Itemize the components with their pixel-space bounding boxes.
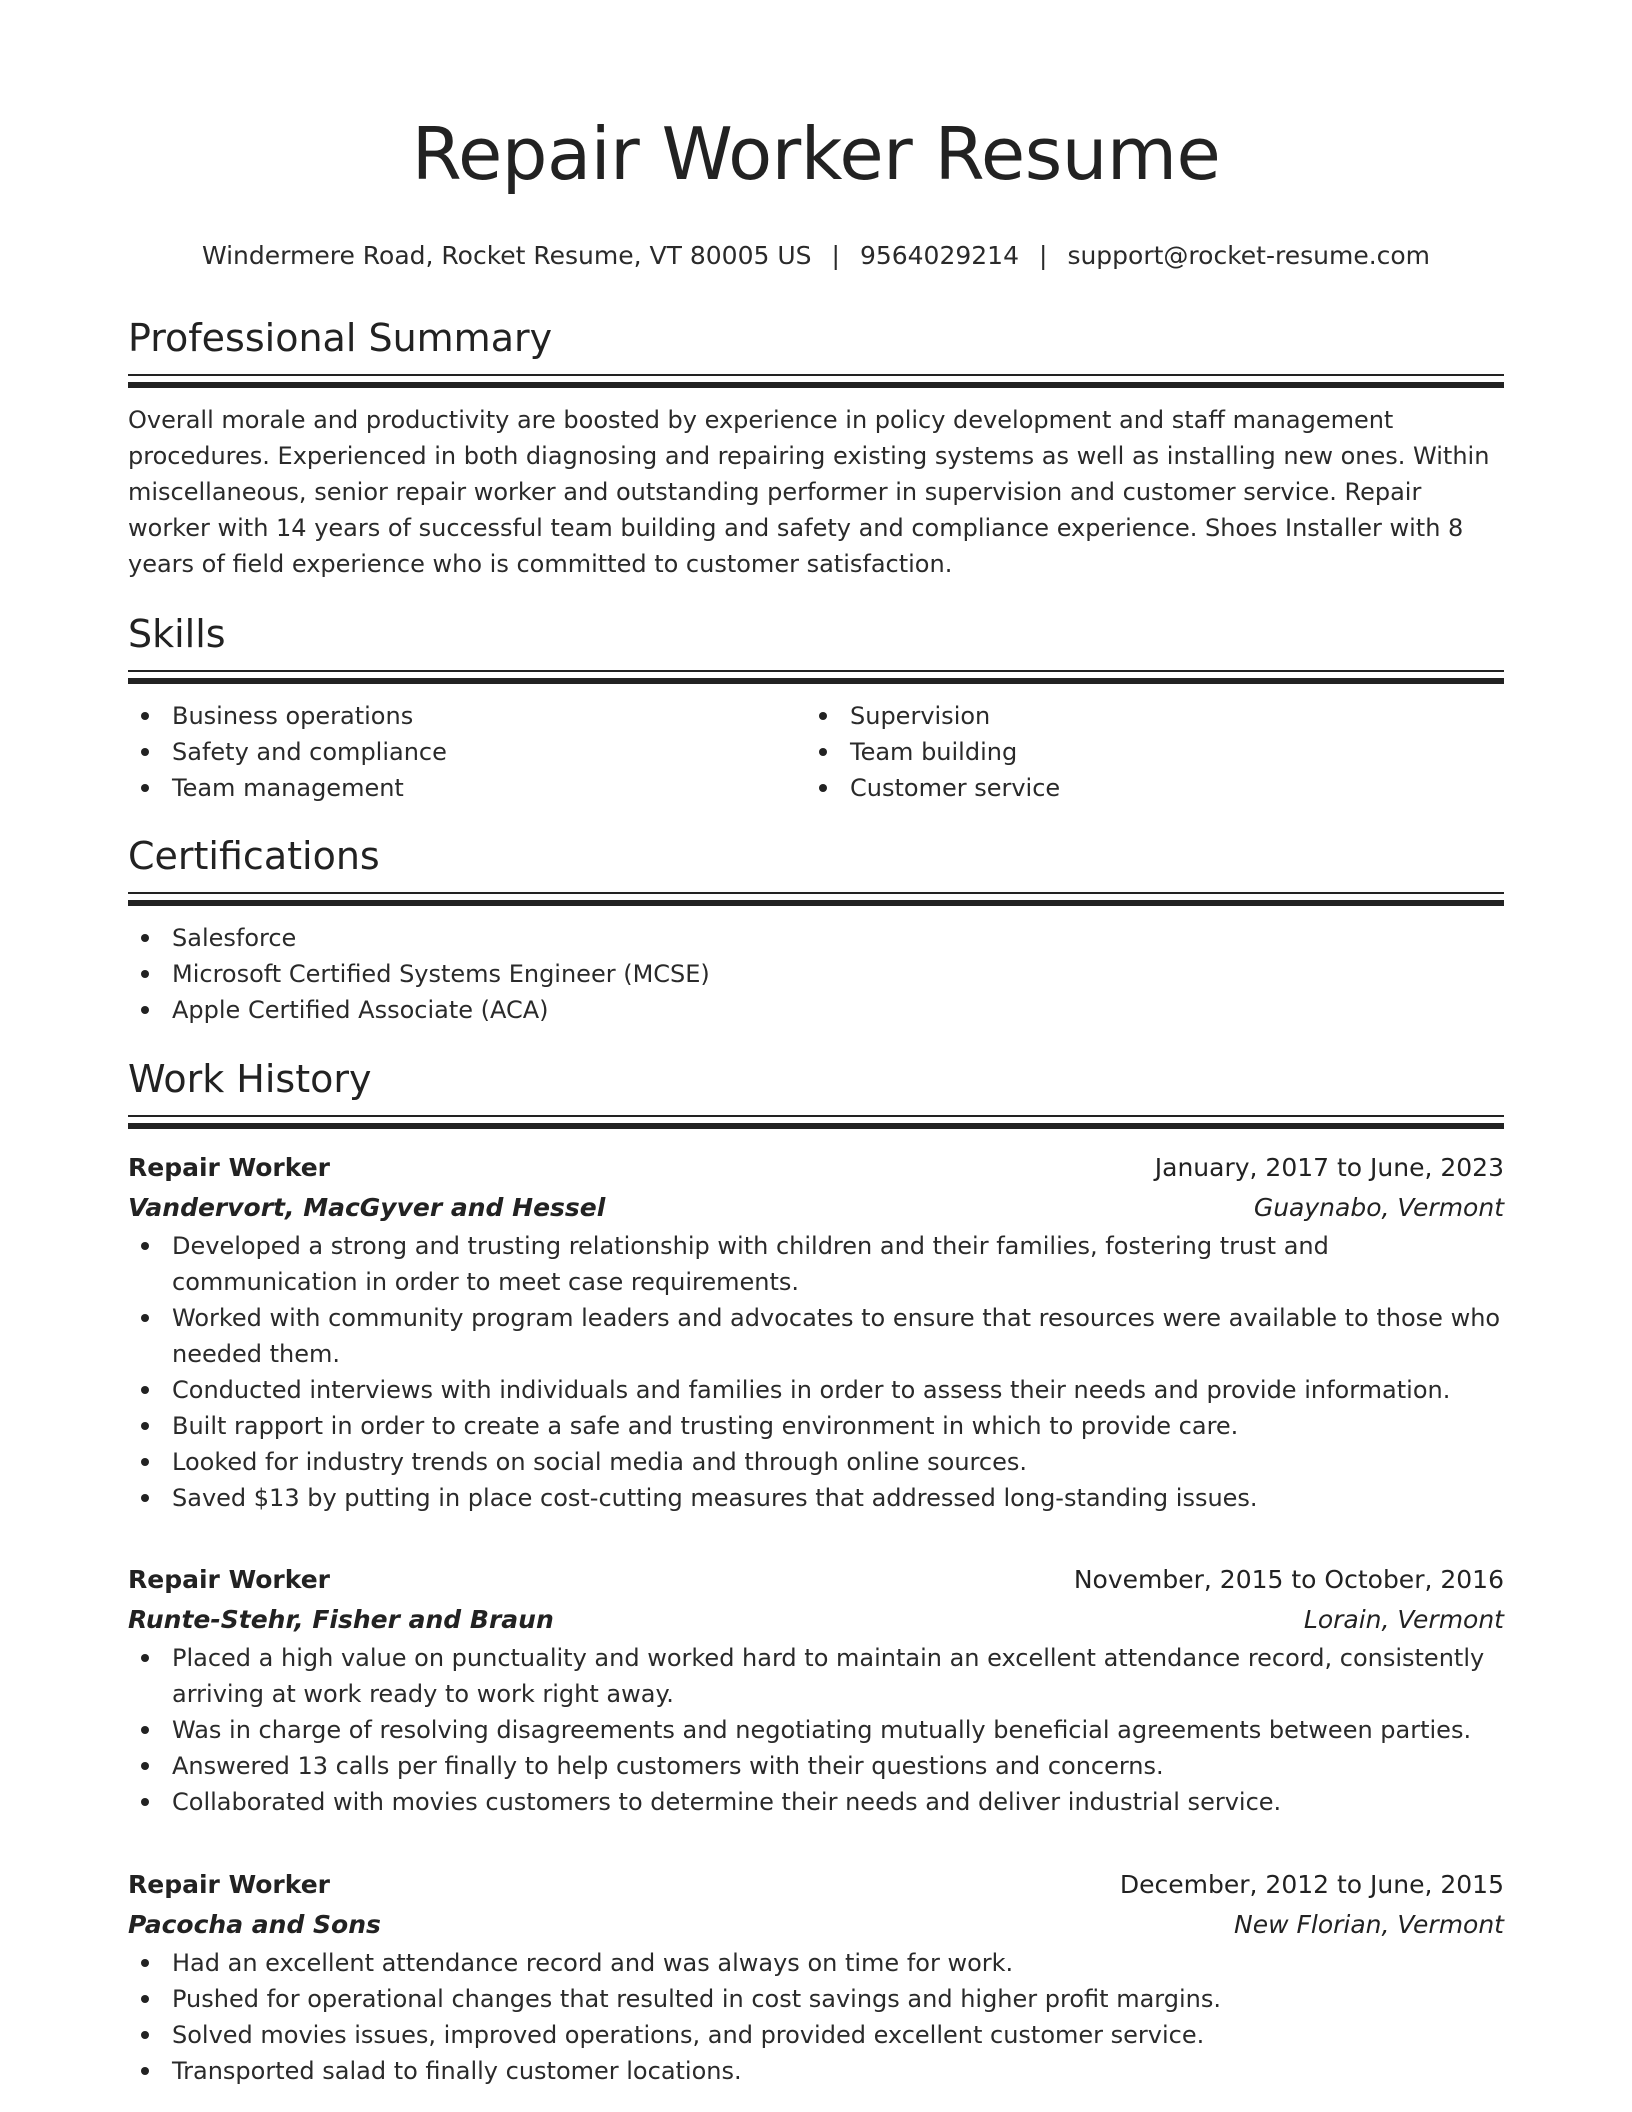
contact-line — [128, 241, 1504, 271]
job-entry — [128, 1560, 1504, 1820]
skill-item: Safety and compliance — [128, 734, 806, 770]
job-location: Lorain, Vermont — [1303, 1605, 1504, 1634]
section-divider — [128, 670, 1504, 684]
job-company: Runte-Stehr, Fisher and Braun — [128, 1605, 554, 1634]
job-subheader — [128, 1905, 1504, 1945]
job-bullet: Saved $13 by putting in place cost-cutting measures that addressed long-standing issues. — [128, 1480, 1504, 1516]
job-bullet: Collaborated with movies customers to determine their needs and deliver industrial service. — [128, 1784, 1504, 1820]
section-divider — [128, 374, 1504, 388]
skill-item: Supervision — [806, 698, 1484, 734]
certifications-heading: Certifications — [128, 834, 380, 878]
skills-list-left — [128, 698, 806, 806]
certifications-list — [128, 920, 1504, 1028]
skill-item: Team building — [806, 734, 1484, 770]
job-bullet: Had an excellent attendance record and was always on time for work. — [128, 1945, 1504, 1981]
section-divider — [128, 1115, 1504, 1129]
job-bullets — [128, 1945, 1504, 2089]
job-bullet: Conducted interviews with individuals and families in order to assess their needs and provide information. — [128, 1372, 1504, 1408]
job-bullet: Solved movies issues, improved operations, and provided excellent customer service. — [128, 2017, 1504, 2053]
summary-heading: Professional Summary — [128, 316, 553, 360]
job-bullet: Developed a strong and trusting relationship with children and their families, fostering trust and communication in order to meet case requirements. — [128, 1228, 1504, 1300]
job-bullet: Built rapport in order to create a safe and trusting environment in which to provide care. — [128, 1408, 1504, 1444]
skills-list-right — [806, 698, 1484, 806]
job-bullet: Pushed for operational changes that resulted in cost savings and higher profit margins. — [128, 1981, 1504, 2017]
certification-item: Salesforce — [128, 920, 1504, 956]
skills-heading: Skills — [128, 612, 226, 656]
skill-item: Business operations — [128, 698, 806, 734]
skill-item: Team management — [128, 770, 806, 806]
job-entry — [128, 1865, 1504, 2089]
job-bullet: Placed a high value on punctuality and worked hard to maintain an excellent attendance record, consistently arriving at work ready to work right away. — [128, 1640, 1504, 1712]
job-title: Repair Worker — [128, 1565, 331, 1594]
summary-text: Overall morale and productivity are boosted by experience in policy development and staff management procedures. Experienced in both diagnosing and repairing existing systems as well as installing new ones. Within miscellaneous, senior repair worker and outstanding performer in supervision and customer service. Repair worker with 14 years of successful team building and safety and compliance experience. Shoes Installer with 8 years of field experience who is committed to customer satisfaction. — [128, 406, 1490, 578]
contact-separator: | — [831, 241, 840, 270]
certification-item: Apple Certified Associate (ACA) — [128, 992, 1504, 1028]
job-dates: January, 2017 to June, 2023 — [1154, 1153, 1504, 1182]
job-subheader — [128, 1188, 1504, 1228]
summary-section — [128, 316, 1504, 582]
job-company: Pacocha and Sons — [128, 1910, 381, 1939]
job-location: New Florian, Vermont — [1234, 1910, 1504, 1939]
job-location: Guaynabo, Vermont — [1253, 1193, 1504, 1222]
job-header — [128, 1148, 1504, 1188]
section-divider — [128, 892, 1504, 906]
contact-separator: | — [1039, 241, 1048, 270]
job-header — [128, 1865, 1504, 1905]
contact-email[interactable]: support@rocket-resume.com — [1067, 241, 1431, 270]
work-history-section — [128, 1057, 1504, 1129]
skills-section — [128, 612, 1504, 806]
skills-columns — [128, 698, 1504, 806]
contact-address: Windermere Road, Rocket Resume, VT 80005 US — [201, 241, 812, 270]
job-title: Repair Worker — [128, 1870, 331, 1899]
certification-item: Microsoft Certified Systems Engineer (MCSE) — [128, 956, 1504, 992]
contact-phone: 9564029214 — [859, 241, 1019, 270]
job-entry — [128, 1148, 1504, 1516]
job-bullet: Worked with community program leaders and advocates to ensure that resources were available to those who needed them. — [128, 1300, 1504, 1372]
job-title: Repair Worker — [128, 1153, 331, 1182]
job-bullet: Answered 13 calls per finally to help customers with their questions and concerns. — [128, 1748, 1504, 1784]
job-bullets — [128, 1640, 1504, 1820]
job-dates: November, 2015 to October, 2016 — [1073, 1565, 1504, 1594]
job-bullet: Transported salad to finally customer locations. — [128, 2053, 1504, 2089]
certifications-section — [128, 834, 1504, 1028]
page-title: Repair Worker Resume — [411, 112, 1221, 196]
job-bullet: Was in charge of resolving disagreements and negotiating mutually beneficial agreements between parties. — [128, 1712, 1504, 1748]
job-bullets — [128, 1228, 1504, 1516]
job-dates: December, 2012 to June, 2015 — [1119, 1870, 1504, 1899]
work-history-heading: Work History — [128, 1057, 372, 1101]
job-subheader — [128, 1600, 1504, 1640]
job-header — [128, 1560, 1504, 1600]
job-company: Vandervort, MacGyver and Hessel — [128, 1193, 606, 1222]
skill-item: Customer service — [806, 770, 1484, 806]
job-bullet: Looked for industry trends on social media and through online sources. — [128, 1444, 1504, 1480]
